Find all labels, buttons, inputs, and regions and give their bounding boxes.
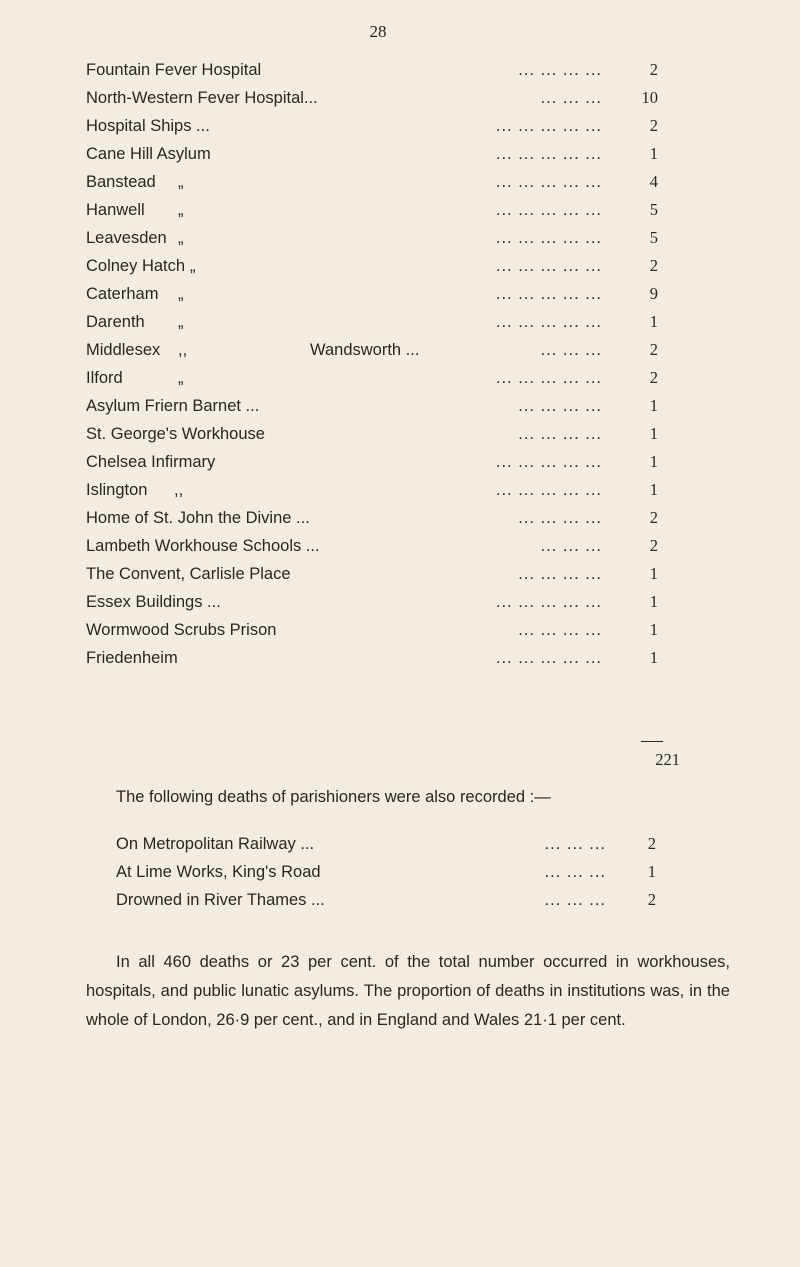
death-count: 5 [649, 228, 658, 247]
institution-name: Cane Hill Asylum [86, 145, 211, 163]
institution-name: Home of St. John the Divine ... [86, 509, 310, 527]
ditto-mark: „ [178, 201, 184, 219]
institution-name: Middlesex [86, 341, 161, 359]
table-row [86, 196, 658, 224]
dot-leader: ... ... ... ... ... [495, 285, 602, 303]
institution-name: The Convent, Carlisle Place [86, 565, 291, 583]
institution-name: Leavesden [86, 229, 167, 247]
table-row [86, 112, 658, 140]
page-number: 28 [369, 22, 387, 41]
dot-leader: ... ... ... ... [518, 397, 602, 415]
dot-leader: ... ... ... ... ... [495, 117, 602, 135]
institution-name: Friedenheim [86, 649, 178, 667]
institution-deaths-table [86, 56, 658, 672]
table-row [86, 84, 658, 112]
death-count: 1 [649, 564, 658, 583]
institution-name: Darenth [86, 313, 145, 331]
list-item [116, 886, 656, 914]
dot-leader: ... ... ... [544, 863, 606, 881]
ditto-mark: „ [178, 173, 184, 191]
other-deaths-intro: The following deaths of parishioners were also recorded :— [116, 788, 551, 806]
institution-name: Hanwell [86, 201, 145, 219]
dot-leader: ... ... ... ... ... [495, 593, 602, 611]
death-count: 1 [649, 452, 658, 471]
institution-name: Caterham [86, 285, 159, 303]
dot-leader: ... ... ... [540, 89, 602, 107]
death-cause: At Lime Works, King's Road [116, 863, 321, 881]
summary-paragraph [86, 948, 730, 1035]
dot-leader: ... ... ... ... ... [495, 481, 602, 499]
death-count: 1 [649, 620, 658, 639]
dot-leader: ... ... ... ... ... [495, 229, 602, 247]
table-row [86, 280, 658, 308]
ditto-mark: „ [178, 229, 184, 247]
ditto-mark: „ [178, 369, 184, 387]
death-cause: Drowned in River Thames ... [116, 891, 325, 909]
summary-text: In all 460 deaths or 23 per cent. of the total number occurred in workhouses, hospitals, and public lunatic asylums. The proportion of deaths in institutions was, in the whole of London, 26·9 per cent., and in England and Wales 21·1 per cent. [86, 953, 730, 1029]
death-count: 2 [647, 890, 656, 909]
institution-name: Fountain Fever Hospital [86, 61, 262, 79]
table-row [86, 392, 658, 420]
institution-name: North-Western Fever Hospital... [86, 89, 318, 107]
ditto-mark: ,, [174, 481, 184, 499]
table-row [86, 224, 658, 252]
death-count: 1 [647, 862, 656, 881]
table-row [86, 644, 658, 672]
institution-name: Colney Hatch [86, 257, 186, 275]
institution-name: Banstead [86, 173, 156, 191]
dot-leader: ... ... ... ... ... [495, 173, 602, 191]
other-deaths-list [116, 830, 656, 914]
death-count: 1 [649, 592, 658, 611]
list-item [116, 858, 656, 886]
total-count: 221 [655, 750, 680, 769]
institution-name: Hospital Ships ... [86, 117, 210, 135]
death-count: 4 [649, 172, 658, 191]
death-count: 2 [649, 256, 658, 275]
death-count: 2 [649, 340, 658, 359]
death-cause: On Metropolitan Railway ... [116, 835, 315, 853]
institution-name: Lambeth Workhouse Schools ... [86, 537, 320, 555]
table-row [86, 336, 658, 364]
dot-leader: ... ... ... ... ... [495, 313, 602, 331]
table-row [86, 168, 658, 196]
dot-leader: ... ... ... ... [518, 61, 602, 79]
dot-leader: ... ... ... ... ... [495, 257, 602, 275]
institution-name: Asylum Friern Barnet ... [86, 397, 260, 415]
ditto-mark: „ [178, 285, 184, 303]
dot-leader: ... ... ... [544, 835, 606, 853]
death-count: 1 [649, 648, 658, 667]
death-count: 2 [649, 116, 658, 135]
table-row [86, 560, 658, 588]
table-row [86, 504, 658, 532]
institution-name: Ilford [86, 369, 123, 387]
list-item [116, 830, 656, 858]
death-count: 2 [649, 508, 658, 527]
institution-name: Islington [86, 481, 148, 499]
table-row [86, 616, 658, 644]
total-rule [641, 741, 663, 742]
death-count: 2 [647, 834, 656, 853]
table-row [86, 532, 658, 560]
death-count: 1 [649, 144, 658, 163]
institution-name: St. George's Workhouse [86, 425, 265, 443]
institution-name: Chelsea Infirmary [86, 453, 216, 471]
institution-qualifier: Wandsworth ... [310, 341, 420, 359]
death-count: 1 [649, 396, 658, 415]
table-row [86, 308, 658, 336]
dot-leader: ... ... ... ... [518, 509, 602, 527]
death-count: 1 [649, 480, 658, 499]
table-row [86, 448, 658, 476]
death-count: 9 [649, 284, 658, 303]
dot-leader: ... ... ... ... [518, 565, 602, 583]
ditto-mark: „ [178, 313, 184, 331]
table-row [86, 140, 658, 168]
table-row [86, 56, 658, 84]
table-row [86, 476, 658, 504]
dot-leader: ... ... ... [544, 891, 606, 909]
dot-leader: ... ... ... [540, 341, 602, 359]
dot-leader: ... ... ... ... ... [495, 201, 602, 219]
death-count: 1 [649, 312, 658, 331]
institution-name: Essex Buildings ... [86, 593, 221, 611]
death-count: 2 [649, 368, 658, 387]
dot-leader: ... ... ... ... ... [495, 649, 602, 667]
ditto-mark: ,, [178, 341, 188, 359]
dot-leader: ... ... ... ... ... [495, 369, 602, 387]
table-row [86, 364, 658, 392]
table-row [86, 588, 658, 616]
table-row [86, 252, 658, 280]
death-count: 2 [649, 536, 658, 555]
death-count: 1 [649, 424, 658, 443]
dot-leader: ... ... ... ... [518, 425, 602, 443]
death-count: 10 [641, 88, 658, 107]
dot-leader: ... ... ... ... [518, 621, 602, 639]
dot-leader: ... ... ... ... ... [495, 145, 602, 163]
table-row [86, 420, 658, 448]
death-count: 5 [649, 200, 658, 219]
dot-leader: ... ... ... ... ... [495, 453, 602, 471]
dot-leader: ... ... ... [540, 537, 602, 555]
institution-name: Wormwood Scrubs Prison [86, 621, 277, 639]
ditto-mark: „ [190, 257, 196, 275]
death-count: 2 [649, 60, 658, 79]
